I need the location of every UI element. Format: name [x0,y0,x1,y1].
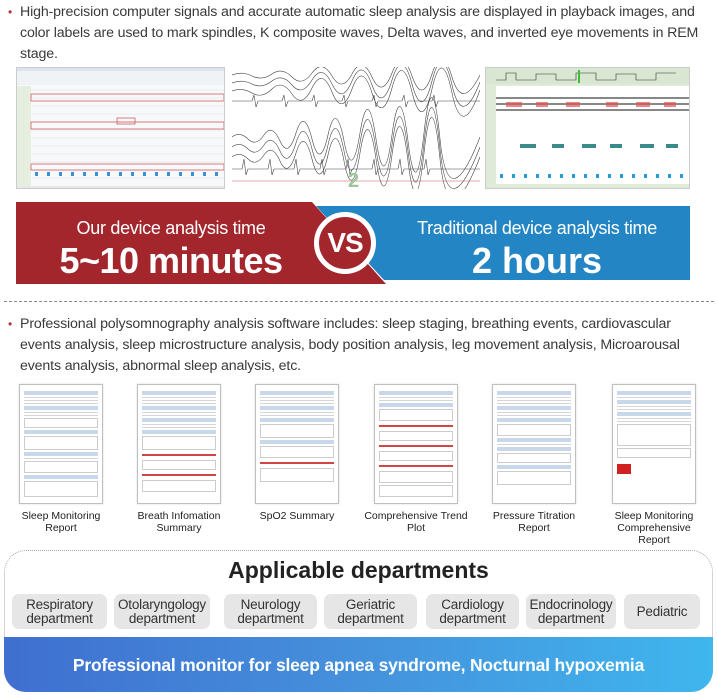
report-card-comprehensive-report [602,384,706,546]
report-thumbnail [19,384,103,504]
software-text: Professional polysomnography analysis software includes: sleep staging, breathing events, cardiovascular events analysis, sleep microstructure analysis, body position analysis, leg movement analysis, Microarousal events analysis, abnormal sleep analysis, etc. [20,316,680,374]
departments-title: Applicable departments [228,557,489,583]
report-caption: Sleep Monitoring Report [21,510,101,534]
report-card-spo2-summary [245,384,349,522]
report-card-sleep-monitoring [9,384,113,534]
dept-pediatric: Pediatric [624,594,700,629]
dept-neurology: Neurology department [224,594,317,629]
dept-respiratory: Respiratory department [12,594,107,629]
dept-cardiology: Cardiology department [426,594,519,629]
bullet-icon: • [8,317,13,331]
report-thumbnail [255,384,339,504]
dept-endocrinology: Endocrinology department [526,594,616,629]
intro-paragraph [8,2,708,65]
eeg-waveform-screenshot [232,67,480,189]
report-card-comprehensive-trend [364,384,468,534]
report-thumbnail [492,384,576,504]
report-thumbnail [612,384,696,504]
playback-software-screenshot [16,67,225,189]
report-thumbnail [137,384,221,504]
report-caption: Pressure Titration Report [492,510,576,534]
vs-badge-icon: VS [314,212,376,274]
report-caption: Comprehensive Trend Plot [364,510,468,534]
departments-list [12,594,712,630]
report-thumbnail [374,384,458,504]
annotated-hypnogram-screenshot [485,67,690,189]
our-device-time: 5~10 minutes [59,240,283,281]
report-card-pressure-titration [482,384,586,534]
dept-otolaryngology: Otolaryngology department [114,594,210,629]
intro-text: High-precision computer signals and accurate automatic sleep analysis are displayed in playback images, and color labels are used to mark spindles, K composite waves, Delta waves, and inverted eye movements in REM stage. [20,4,699,62]
watermark-text: 2 [348,170,360,189]
footer-banner: Professional monitor for sleep apnea syndrome, Nocturnal hypoxemia [4,637,713,692]
traditional-device-time: 2 hours [471,240,603,281]
analysis-time-comparison-banner [16,202,690,284]
our-device-caption: Our device analysis time [76,218,266,238]
report-caption: Sleep Monitoring Comprehensive Report [614,510,694,546]
software-paragraph [8,314,708,377]
section-divider [4,301,714,302]
report-gallery [0,384,717,546]
report-caption: SpO2 Summary [259,510,335,522]
traditional-device-caption: Traditional device analysis time [417,218,657,238]
dept-geriatric: Geriatric department [324,594,417,629]
report-caption: Breath Infomation Summary [137,510,221,534]
bullet-icon: • [8,5,13,19]
report-card-breath-information [127,384,231,534]
